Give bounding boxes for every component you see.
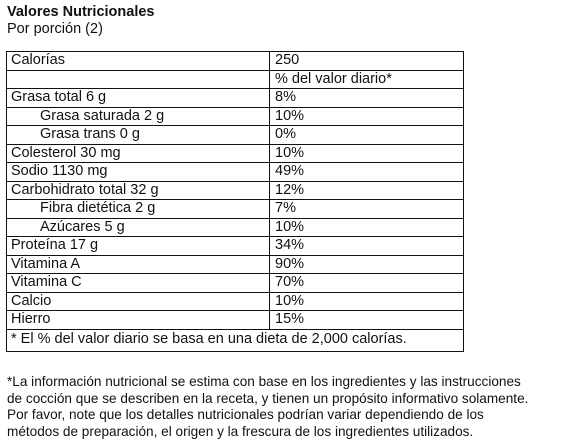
- nutrient-value: 34%: [275, 237, 305, 253]
- table-row: [7, 256, 463, 275]
- table-row: [7, 145, 463, 164]
- nutrient-value: 10%: [275, 218, 305, 235]
- table-row: [7, 293, 463, 312]
- nutrient-value: 0%: [275, 126, 296, 142]
- table-row: [7, 182, 463, 201]
- table-footnote: * El % del valor diario se basa en una dieta de 2,000 calorías.: [11, 330, 407, 347]
- page-title: Valores Nutricionales: [7, 4, 155, 20]
- nutrient-value: 250: [275, 52, 300, 68]
- nutrient-name: [7, 71, 270, 89]
- nutrient-name: Calcio: [7, 293, 270, 311]
- nutrient-value: 10%: [275, 107, 305, 124]
- nutrient-value: 49%: [275, 163, 305, 179]
- nutrient-name: Proteína 17 g: [7, 237, 270, 255]
- nutrient-value: 8%: [275, 89, 296, 105]
- disclaimer-line: *La información nutricional se estima con base en los ingredientes y las instrucciones: [7, 374, 521, 389]
- nutrient-name: Fibra dietética 2 g: [7, 200, 270, 218]
- nutrient-name: Grasa saturada 2 g: [7, 108, 270, 126]
- table-row: [7, 71, 463, 90]
- nutrient-value: 7%: [275, 200, 296, 216]
- nutrient-value: 12%: [275, 181, 305, 198]
- nutrient-name: Vitamina C: [7, 274, 270, 292]
- table-row: [7, 237, 463, 256]
- nutrient-name: Calorías: [7, 52, 270, 70]
- table-row: [7, 108, 463, 127]
- daily-value-header: % del valor diario*: [275, 70, 392, 87]
- serving-size: Por porción (2): [7, 21, 103, 37]
- disclaimer-line: Por favor, note que los detalles nutricionales podrían variar dependiendo de los: [7, 407, 484, 423]
- nutrient-value: 90%: [275, 255, 305, 272]
- nutrient-value: 10%: [275, 292, 305, 309]
- nutrition-table: [6, 51, 464, 352]
- nutrient-value: 10%: [275, 144, 305, 161]
- table-row: [7, 311, 463, 330]
- nutrient-name: Grasa total 6 g: [7, 89, 270, 107]
- disclaimer-line: de cocción que se describen en la receta, y tienen un propósito informativo solamente.: [7, 390, 529, 406]
- nutrient-name: Carbohidrato total 32 g: [7, 182, 270, 200]
- disclaimer: [7, 374, 577, 440]
- nutrient-name: Vitamina A: [7, 256, 270, 274]
- table-row: [7, 89, 463, 108]
- table-row: [7, 52, 463, 71]
- nutrient-name: Colesterol 30 mg: [7, 145, 270, 163]
- nutrient-value: 70%: [275, 274, 305, 290]
- table-row: [7, 200, 463, 219]
- nutrient-name: Azúcares 5 g: [7, 219, 270, 237]
- table-row: [7, 126, 463, 145]
- table-row: [7, 163, 463, 182]
- disclaimer-line: métodos de preparación, el origen y la frescura de los ingredientes utilizados.: [7, 423, 474, 439]
- nutrient-name: Grasa trans 0 g: [7, 126, 270, 144]
- nutrient-name: Hierro: [7, 311, 270, 329]
- nutrient-value: 15%: [275, 311, 305, 327]
- table-row: [7, 219, 463, 238]
- nutrient-name: Sodio 1130 mg: [7, 163, 270, 181]
- table-row: [7, 274, 463, 293]
